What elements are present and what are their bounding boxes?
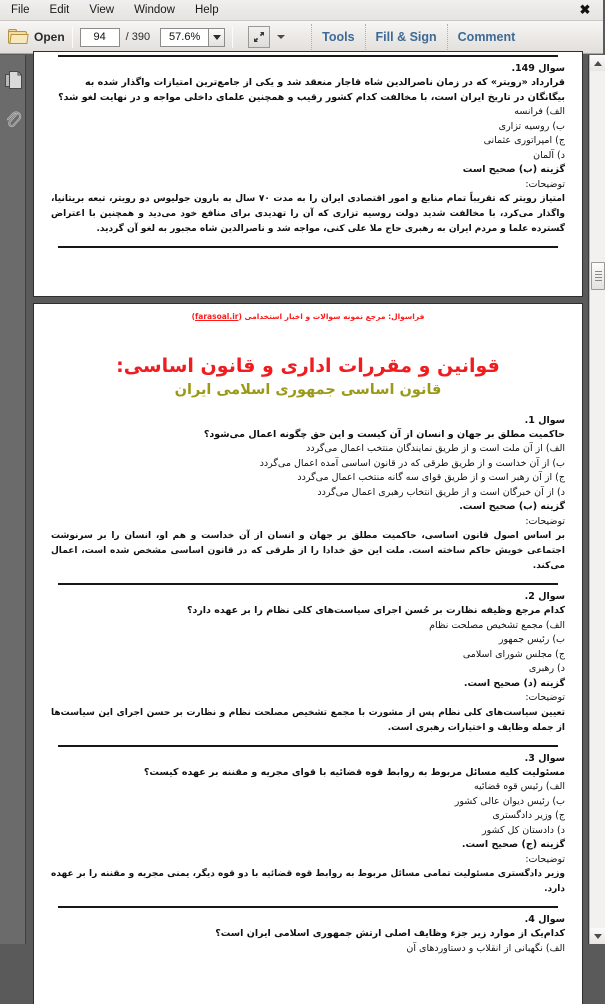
zoom-input[interactable] bbox=[160, 28, 208, 47]
question-separator bbox=[58, 55, 558, 57]
scroll-thumb[interactable] bbox=[591, 262, 605, 290]
triangle-up-icon[interactable] bbox=[590, 55, 605, 71]
pdf-page-current bbox=[34, 304, 582, 1004]
question-option: الف) فرانسه bbox=[514, 106, 565, 117]
question-number: سوال 3. bbox=[524, 752, 565, 764]
comment-button[interactable]: Comment bbox=[457, 30, 516, 44]
toolbar-divider bbox=[72, 26, 73, 48]
explanation-label: توضیحات: bbox=[525, 515, 565, 527]
question-option: د) از آن خبرگان است و از طریق انتخاب رهبری اعمال می‌گردد bbox=[317, 486, 565, 498]
explanation-label: توضیحات: bbox=[525, 692, 565, 704]
question-option: الف) رئیس قوه قضائیه bbox=[473, 781, 565, 793]
menu-bar bbox=[0, 0, 603, 21]
question-option: ج) مجلس شورای اسلامی bbox=[462, 648, 565, 660]
page-total-label: / 390 bbox=[125, 31, 151, 43]
question-option: ج) وزیر دادگستری bbox=[492, 810, 565, 822]
question-block bbox=[51, 414, 565, 575]
question-number: سوال 4. bbox=[524, 914, 565, 926]
left-navigation-rail bbox=[0, 55, 26, 944]
fill-and-sign-button[interactable]: Fill & Sign bbox=[375, 30, 437, 44]
zoom-control[interactable] bbox=[160, 28, 225, 47]
open-button[interactable]: Open bbox=[34, 30, 65, 44]
page-thumbnails-icon[interactable] bbox=[0, 63, 26, 97]
question-stem: مسئولیت کلیه مسائل مربوط به روابط قوه قضائیه با قوای مجریه و مقننه بر عهده کیست؟ bbox=[143, 766, 565, 778]
question-separator bbox=[58, 906, 558, 908]
document-viewport[interactable] bbox=[27, 55, 587, 954]
question-answer: گزینه (د) صحیح است. bbox=[463, 677, 565, 689]
question-separator bbox=[58, 583, 558, 585]
header-link[interactable]: farasoal.ir bbox=[195, 312, 239, 321]
fit-page-diagonal-arrows-icon[interactable] bbox=[248, 26, 270, 48]
triangle-down-icon[interactable] bbox=[590, 928, 605, 944]
question-stem: حاکمیت مطلق بر جهان و انسان از آن کیست و این حق چگونه اعمال می‌شود؟ bbox=[203, 428, 565, 440]
question-option: ب) رئیس جمهور bbox=[498, 634, 565, 646]
question-block bbox=[51, 752, 565, 898]
explanation-text: امتیاز رویتر که تقریباً تمام منابع و امور اقتصادی ایران را به مدت ۷۰ سال به بارون جولیوس دو رویتر، تبعه بریتانیا، واگذار می‌کرد، با مخالفت شدید دولت روسیه تزاری که آن را تهدیدی برای منافع خود می‌دید و همچنین با اعتراض گسترده علما و مردم ایران به رهبری حاج ملا علی کنی، مواجه شد و ناصرالدین شاه مجبور به لغو آن گردید. bbox=[51, 194, 565, 234]
question-option: ب) از آن خداست و از طریق طرقی که در قانون اساسی آمده اعمال می‌گردد bbox=[259, 457, 565, 469]
question-option: ب) رئیس دیوان عالی کشور bbox=[454, 795, 565, 807]
question-answer: گزینه (ب) صحیح است bbox=[462, 164, 565, 175]
question-stem: قرارداد «رویتر» که در زمان ناصرالدین شاه قاجار منعقد شد و یکی از جامع‌ترین امتیازات واگذار شده به بیگانگان در تاریخ ایران است، با مخالفت کدام کشور رقیب و همچنین علمای داخلی مواجه و در نهایت لغو شد؟ bbox=[58, 77, 565, 103]
menu-item-edit[interactable]: Edit bbox=[49, 4, 70, 16]
menu-item-help[interactable]: Help bbox=[194, 4, 219, 16]
question-block bbox=[51, 913, 565, 956]
chevron-down-icon[interactable] bbox=[208, 28, 225, 47]
explanation-text: بر اساس اصول قانون اساسی، حاکمیت مطلق بر جهان و انسان از آن خداست و هم او، انسان را بر سرنوشت اجتماعی خویش حاکم ساخته است. ملت این حق خدادا را از طرقی که در قانون اساسی مشخص شده است، اعمال می‌کند. bbox=[51, 531, 565, 572]
question-option: د) دادستان کل کشور bbox=[481, 824, 565, 836]
toolbar-dotted-divider bbox=[365, 24, 366, 50]
toolbar-divider bbox=[232, 26, 233, 48]
question-option: ج) از آن رهبر است و از طریق قوای سه گانه منتخب اعمال می‌گردد bbox=[297, 472, 565, 484]
question-separator bbox=[58, 246, 558, 248]
close-icon[interactable]: ✖ bbox=[579, 2, 591, 17]
explanation-text: تعیین سیاست‌های کلی نظام پس از مشورت با مجمع تشخیص مصلحت نظام و نظارت بر حسن اجرای این سیاست‌ها از جمله وظایف و اختیارات رهبری است. bbox=[51, 707, 565, 733]
header-note-end: ) bbox=[191, 312, 196, 321]
pdf-page-previous bbox=[34, 52, 582, 296]
menu-item-window[interactable]: Window bbox=[134, 4, 175, 16]
question-separator bbox=[58, 745, 558, 747]
question-number: سوال 2. bbox=[524, 591, 565, 603]
vertical-scrollbar[interactable] bbox=[589, 55, 605, 944]
question-option: الف) نگهبانی از انقلاب و دستاوردهای آن bbox=[406, 942, 565, 954]
toolbar bbox=[0, 21, 603, 54]
question-answer: گزینه (ب) صحیح است. bbox=[459, 501, 565, 513]
explanation-label: توضیحات: bbox=[525, 178, 565, 190]
explanation-text: وزیر دادگستری مسئولیت تمامی مسائل مربوط به روابط قوه قضائیه با دو قوه دیگر، یمنی مجریه و مقننه را بر عهده دارد. bbox=[51, 869, 565, 895]
question-stem: کدام مرجع وظیفه نظارت بر حُسن اجرای سیاست‌های کلی نظام را بر عهده دارد؟ bbox=[186, 605, 565, 617]
tools-button[interactable]: Tools bbox=[322, 30, 355, 44]
header-note-text: فراسوال: مرجع نمونه سوالات و اخبار استخدامی ( bbox=[238, 312, 425, 321]
scroll-thumb-grip bbox=[595, 269, 602, 283]
question-option: د) رهبری bbox=[528, 663, 565, 675]
question-option: ب) روسیه تزاری bbox=[498, 120, 565, 132]
question-option: ج) امپراتوری عثمانی bbox=[483, 135, 565, 146]
question-number: سوال 1. bbox=[524, 414, 565, 426]
chevron-down-icon[interactable] bbox=[275, 26, 287, 48]
toolbar-dotted-divider bbox=[447, 24, 448, 50]
question-answer: گزینه (ج) صحیح است. bbox=[461, 839, 565, 851]
question-option: د) آلمان bbox=[533, 149, 565, 161]
menu-item-view[interactable]: View bbox=[89, 4, 115, 16]
page-number-input[interactable] bbox=[80, 28, 120, 47]
open-folder-icon[interactable] bbox=[8, 29, 28, 45]
menu-item-file[interactable]: File bbox=[11, 4, 30, 16]
question-stem: کدام‌یک از موارد زیر جزء وظایف اصلی ارتش جمهوری اسلامی ایران است؟ bbox=[215, 928, 565, 940]
page-header-watermark bbox=[34, 304, 582, 321]
question-option: الف) مجمع تشخیص مصلحت نظام bbox=[429, 619, 565, 631]
question-block bbox=[51, 590, 565, 736]
toolbar-dotted-divider bbox=[311, 24, 312, 50]
question-option: الف) از آن ملت است و از طریق نمایندگان منتخب اعمال می‌گردد bbox=[306, 443, 565, 455]
paperclip-attachments-icon[interactable] bbox=[0, 103, 26, 137]
page-subtitle: قانون اساسی جمهوری اسلامی ایران bbox=[174, 381, 442, 398]
page-title: قوانین و مقررات اداری و قانون اساسی: bbox=[116, 355, 500, 377]
question-number: سوال 149. bbox=[511, 63, 565, 74]
explanation-label: توضیحات: bbox=[525, 853, 565, 865]
